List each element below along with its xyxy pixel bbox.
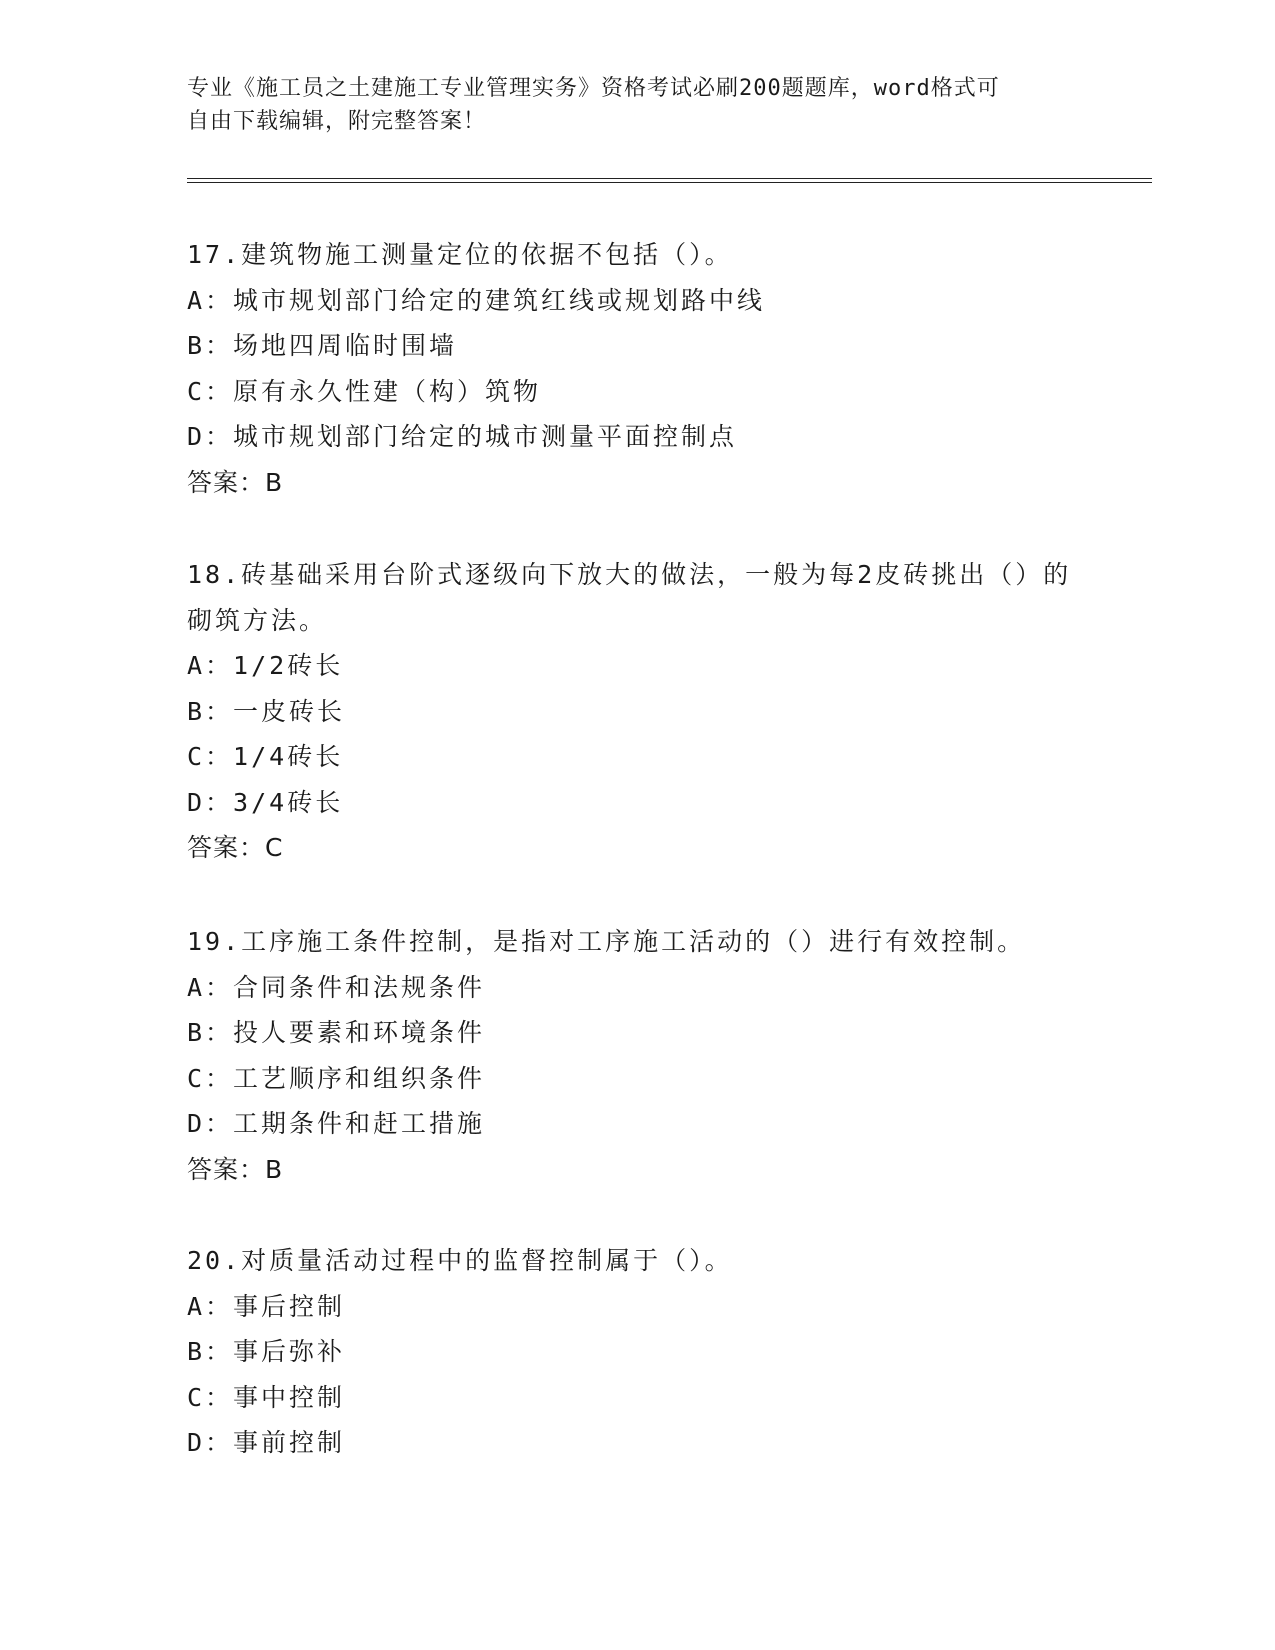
header-line-2: 自由下载编辑，附完整答案！ bbox=[187, 109, 487, 134]
option-c: C：1/4砖长 bbox=[187, 742, 344, 771]
header-divider-top bbox=[187, 178, 1152, 179]
question-stem: 19.工序施工条件控制，是指对工序施工活动的（）进行有效控制。 bbox=[187, 927, 1026, 956]
option-b: B：事后弥补 bbox=[187, 1337, 346, 1366]
option-b: B：场地四周临时围墙 bbox=[187, 331, 458, 360]
option-b: B：一皮砖长 bbox=[187, 696, 346, 726]
answer: 答案：C bbox=[187, 833, 284, 862]
header-line-1: 专业《施工员之土建施工专业管理实务》资格考试必刷200题题库，word格式可 bbox=[187, 76, 1000, 101]
question-17 bbox=[187, 232, 1087, 505]
option-d: D：事前控制 bbox=[187, 1428, 346, 1457]
answer: 答案：B bbox=[187, 467, 284, 497]
document-header bbox=[187, 72, 1067, 138]
question-stem: 17.建筑物施工测量定位的依据不包括（）。 bbox=[187, 240, 733, 269]
option-d: D：工期条件和赶工措施 bbox=[187, 1109, 486, 1138]
header-divider-bottom bbox=[187, 182, 1152, 183]
question-stem: 18.砖基础采用台阶式逐级向下放大的做法，一般为每2皮砖挑出（）的砌筑方法。 bbox=[187, 560, 1072, 635]
option-a: A：1/2砖长 bbox=[187, 651, 344, 680]
question-18 bbox=[187, 552, 1087, 871]
option-c: C：工艺顺序和组织条件 bbox=[187, 1063, 486, 1093]
option-c: C：事中控制 bbox=[187, 1382, 346, 1412]
option-a: A：合同条件和法规条件 bbox=[187, 972, 486, 1002]
option-d: D：3/4砖长 bbox=[187, 787, 344, 817]
question-stem: 20.对质量活动过程中的监督控制属于（）。 bbox=[187, 1246, 733, 1275]
question-19 bbox=[187, 919, 1087, 1192]
option-d: D：城市规划部门给定的城市测量平面控制点 bbox=[187, 422, 738, 451]
question-20 bbox=[187, 1238, 1087, 1466]
answer: 答案：B bbox=[187, 1154, 284, 1184]
option-a: A：城市规划部门给定的建筑红线或规划路中线 bbox=[187, 285, 766, 315]
option-b: B：投人要素和环境条件 bbox=[187, 1018, 486, 1047]
option-a: A：事后控制 bbox=[187, 1291, 346, 1321]
option-c: C：原有永久性建（构）筑物 bbox=[187, 376, 542, 406]
